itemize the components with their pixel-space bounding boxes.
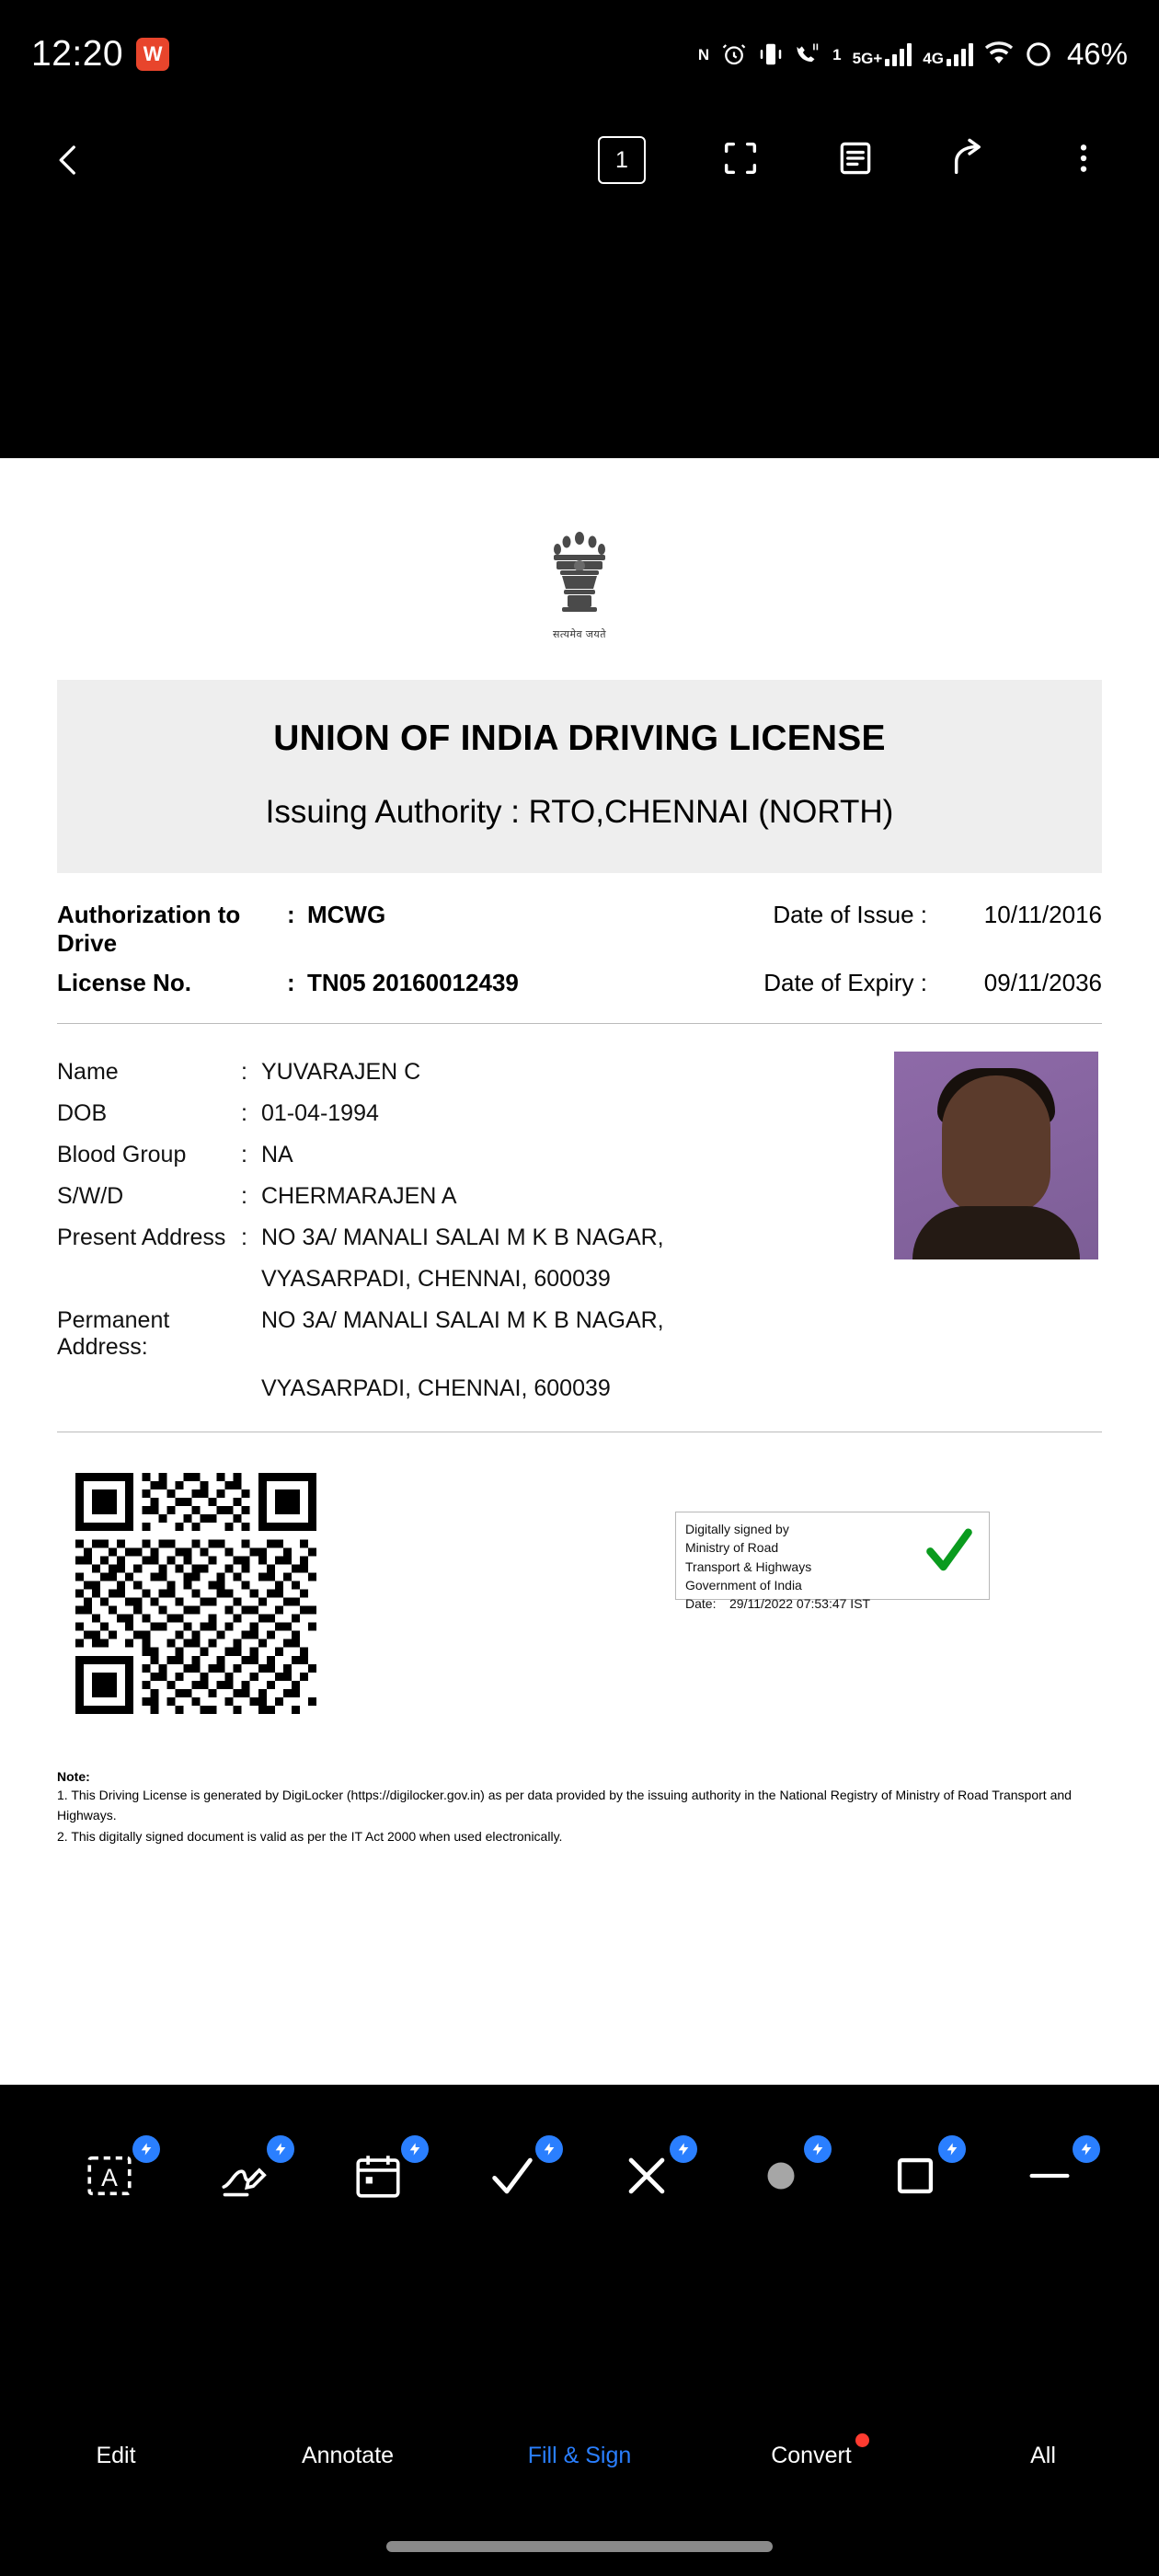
detail-colon: :	[241, 1142, 247, 1167]
tab-fill-and-sign-label: Fill & Sign	[527, 2442, 632, 2468]
more-button[interactable]	[1065, 140, 1102, 181]
check-icon	[486, 2149, 539, 2202]
bottom-tabs	[0, 2423, 1159, 2488]
fit-screen-button[interactable]	[719, 137, 762, 184]
signature-line-3: Transport & Highways	[685, 1558, 812, 1574]
status-bar	[0, 0, 1159, 109]
pen-signature-icon	[217, 2149, 270, 2202]
codes-area	[57, 1432, 1102, 1708]
share-button[interactable]	[949, 137, 992, 184]
dot-icon	[754, 2149, 808, 2202]
detail-label: Name	[57, 1059, 119, 1085]
tab-annotate[interactable]	[232, 2443, 464, 2469]
status-bar-right	[698, 37, 1128, 72]
premium-badge-icon	[938, 2135, 966, 2163]
premium-badge-icon	[670, 2135, 697, 2163]
check-tool[interactable]	[445, 2121, 580, 2231]
back-button[interactable]	[0, 141, 138, 179]
tab-annotate-label: Annotate	[301, 2442, 395, 2468]
ashoka-emblem-icon	[542, 526, 617, 626]
detail-value: YUVARAJEN C	[261, 1059, 421, 1085]
share-icon	[949, 137, 992, 179]
premium-badge-icon	[804, 2135, 832, 2163]
auth-colon: :	[287, 901, 295, 928]
calendar-icon	[351, 2149, 405, 2202]
network-4g-indicator	[923, 42, 973, 66]
detail-value: CHERMARAJEN A	[261, 1183, 457, 1209]
convert-notification-dot	[855, 2433, 869, 2447]
premium-badge-icon	[401, 2135, 429, 2163]
emblem-motto: सत्यमेव जयते	[552, 629, 607, 640]
detail-label: Permanent Address:	[57, 1307, 170, 1360]
license-no-value: TN05 20160012439	[307, 969, 519, 996]
more-vertical-icon	[1065, 140, 1102, 177]
document-note	[57, 1708, 1102, 1847]
status-bar-left	[31, 34, 169, 75]
detail-value: NO 3A/ MANALI SALAI M K B NAGAR,	[261, 1225, 664, 1250]
square-icon	[889, 2149, 942, 2202]
battery-ring-icon	[1025, 40, 1052, 68]
signature-tool[interactable]	[177, 2121, 311, 2231]
license-row	[57, 963, 1102, 1003]
detail-label: Present Address	[57, 1225, 226, 1250]
signature-date	[685, 1596, 980, 1611]
battery-percent: 46%	[1066, 37, 1128, 71]
toolbar-actions	[598, 136, 1159, 184]
nfc-icon: N	[697, 45, 710, 63]
detail-label: Blood Group	[57, 1142, 187, 1167]
page-title: UNION OF INDIA DRIVING LICENSE	[273, 719, 886, 758]
detail-colon: :	[241, 1059, 247, 1085]
auth-to-drive-label: Authorization to Drive	[57, 901, 241, 957]
cross-icon	[620, 2149, 673, 2202]
back-chevron-icon	[50, 141, 88, 179]
signature-line-1: Digitally signed by	[685, 1522, 789, 1536]
detail-row	[57, 1300, 1102, 1368]
signal-bars-2-icon	[947, 42, 973, 66]
sim1-label: 1	[832, 45, 842, 63]
date-tool[interactable]	[311, 2121, 445, 2231]
network-5g-indicator	[853, 42, 912, 66]
detail-colon: :	[241, 1225, 247, 1250]
holder-details	[57, 1024, 1102, 1432]
tab-convert[interactable]	[695, 2443, 927, 2469]
fit-screen-icon	[719, 137, 762, 179]
date-of-expiry-label: Date of Expiry :	[763, 969, 927, 996]
national-emblem	[0, 458, 1159, 641]
present-address-line2: VYASARPADI, CHENNAI, 600039	[261, 1266, 611, 1292]
date-of-issue-label: Date of Issue :	[773, 901, 927, 928]
tab-fill-and-sign[interactable]	[464, 2443, 695, 2469]
note-line-2: 2. This digitally signed document is valid as per the IT Act 2000 when used electronically.	[57, 1829, 563, 1845]
premium-badge-icon	[535, 2135, 563, 2163]
photo-head	[942, 1075, 1050, 1213]
tab-all[interactable]	[927, 2443, 1159, 2469]
tab-edit-label: Edit	[96, 2442, 136, 2468]
detail-colon: :	[241, 1100, 247, 1126]
home-indicator[interactable]	[386, 2541, 773, 2552]
green-check-icon	[921, 1522, 978, 1579]
detail-value: NO 3A/ MANALI SALAI M K B NAGAR,	[261, 1307, 664, 1333]
premium-badge-icon	[1073, 2135, 1100, 2163]
digital-signature-box	[675, 1512, 990, 1612]
page-number-button[interactable]	[598, 136, 646, 184]
call-sim-icon	[794, 40, 821, 68]
detail-label: DOB	[57, 1100, 108, 1126]
photo-body	[912, 1206, 1080, 1259]
detail-value: 01-04-1994	[261, 1100, 379, 1126]
document-toolbar	[0, 109, 1159, 212]
tab-convert-label: Convert	[771, 2442, 852, 2468]
detail-label: S/W/D	[57, 1183, 124, 1209]
note-line-1: 1. This Driving License is generated by DigiLocker (https://digilocker.gov.in) as per data provided by the issuing authority in the National Registry of Ministry of Road Transport and Highways.	[57, 1788, 1072, 1823]
tab-edit[interactable]	[0, 2443, 232, 2469]
square-tool[interactable]	[848, 2121, 982, 2231]
line-tool[interactable]	[982, 2121, 1117, 2231]
text-box-icon	[83, 2149, 136, 2202]
premium-badge-icon	[132, 2135, 160, 2163]
cross-tool[interactable]	[580, 2121, 714, 2231]
alarm-icon	[720, 40, 748, 68]
signature-date-label: Date:	[685, 1596, 717, 1612]
signature-date-value: 29/11/2022 07:53:47 IST	[729, 1596, 871, 1612]
network-5g-label: 5G+	[852, 50, 883, 67]
vibrate-icon	[759, 40, 783, 68]
bottom-bar	[0, 2085, 1159, 2576]
document-title-band	[57, 680, 1102, 873]
signal-bars-1-icon	[885, 42, 912, 66]
auth-to-drive-value: MCWG	[307, 901, 386, 928]
holder-photo	[894, 1052, 1098, 1259]
text-box-tool[interactable]	[42, 2121, 177, 2231]
detail-colon: :	[241, 1183, 247, 1209]
document-page[interactable]	[0, 458, 1159, 2085]
outline-icon	[835, 138, 876, 178]
fill-and-sign-tools	[0, 2107, 1159, 2245]
issuing-authority: Issuing Authority : RTO,CHENNAI (NORTH)	[265, 794, 894, 830]
permanent-address-line2: VYASARPADI, CHENNAI, 600039	[261, 1375, 611, 1401]
wifi-icon	[984, 41, 1014, 67]
authorization-block	[57, 873, 1102, 1024]
signature-line-2: Ministry of Road	[685, 1540, 779, 1556]
wps-app-badge-icon: W	[136, 38, 169, 71]
outline-button[interactable]	[835, 138, 876, 183]
authorization-row	[57, 895, 1102, 963]
svg-text:A: A	[101, 2163, 118, 2191]
premium-badge-icon	[267, 2135, 294, 2163]
tab-all-label: All	[1030, 2442, 1056, 2468]
dot-tool[interactable]	[714, 2121, 848, 2231]
note-heading: Note:	[57, 1769, 90, 1784]
date-of-expiry-value: 09/11/2036	[983, 969, 1102, 996]
date-of-issue-value: 10/11/2016	[983, 901, 1102, 928]
detail-value: NA	[261, 1142, 293, 1167]
qr-code-icon	[75, 1473, 316, 1714]
page-number-label: 1	[615, 146, 628, 173]
status-clock: 12:20	[31, 34, 124, 74]
license-no-label: License No.	[57, 969, 191, 996]
license-colon: :	[287, 969, 295, 996]
network-4g-label: 4G	[923, 50, 944, 67]
signature-line-4: Government of India	[685, 1577, 802, 1593]
line-icon	[1023, 2149, 1076, 2202]
